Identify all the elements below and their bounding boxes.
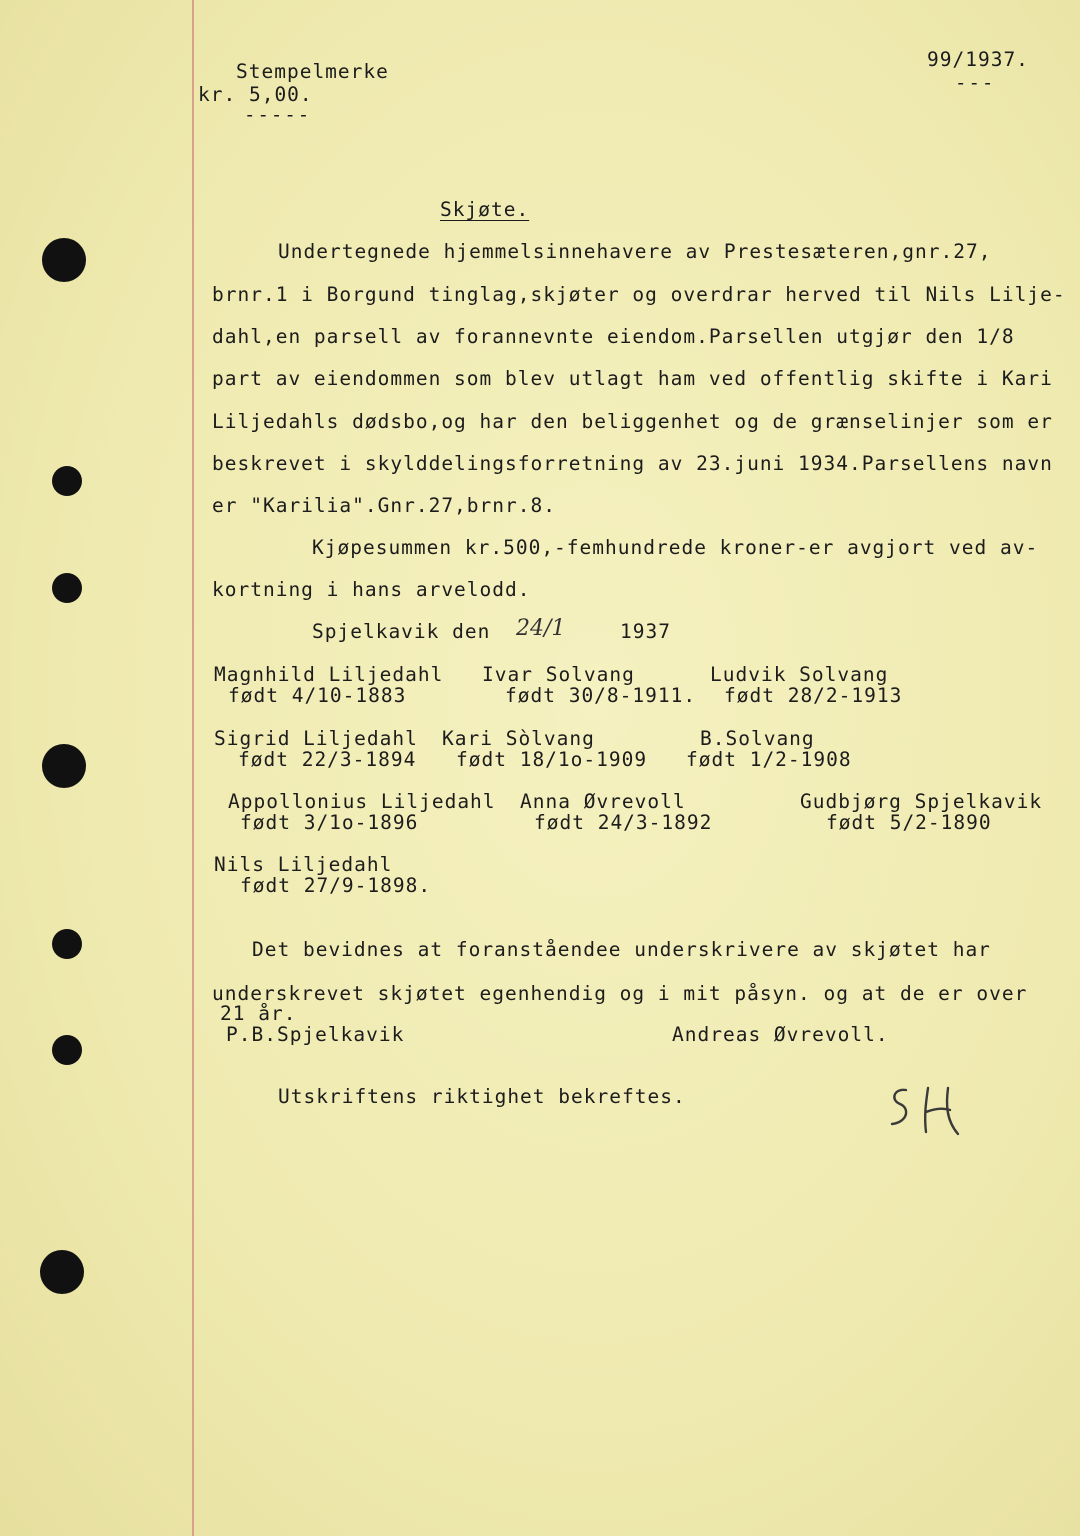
certification-text: Utskriftens riktighet bekreftes. <box>278 1085 686 1108</box>
binder-hole <box>52 1035 82 1065</box>
witness-name: Andreas Øvrevoll. <box>672 1023 889 1046</box>
body-line: brnr.1 i Borgund tinglag,skjøter og overdrar herved til Nils Lilje- <box>212 283 1066 306</box>
signatory-name: B.Solvang <box>700 727 815 750</box>
body-line: part av eiendommen som blev utlagt ham ved offentlig skifte i Kari <box>212 367 1053 390</box>
signatory-name: Appollonius Liljedahl <box>228 790 496 813</box>
document-title: Skjøte. <box>440 198 530 221</box>
witness-line: underskrevet skjøtet egenhendig og i mit påsyn. og at de er over <box>212 982 1028 1005</box>
witness-line: Det bevidnes at foranståendee underskrivere av skjøtet har <box>252 938 991 961</box>
date-year: 1937 <box>620 620 671 643</box>
signatory-born: født 24/3-1892 <box>534 811 713 834</box>
signatory-born: født 5/2-1890 <box>826 811 992 834</box>
body-line: Undertegnede hjemmelsinnehavere av Prestesæteren,gnr.27, <box>278 240 992 263</box>
signatory-name: Ivar Solvang <box>482 663 635 686</box>
doc-number: 99/1937. <box>927 48 1029 71</box>
witness-line: 21 år. <box>220 1002 297 1025</box>
handwritten-signature <box>884 1082 974 1142</box>
price-line: Kjøpesummen kr.500,-femhundrede kroner-er avgjort ved av- <box>312 536 1039 559</box>
signatory-name: Magnhild Liljedahl <box>214 663 444 686</box>
binder-hole <box>42 744 86 788</box>
stamp-value: kr. 5,00. <box>198 83 313 106</box>
body-line: beskrevet i skylddelingsforretning av 23.juni 1934.Parsellens navn <box>212 452 1053 475</box>
signatory-born: født 1/2-1908 <box>686 748 852 771</box>
place-label: Spjelkavik den <box>312 620 491 643</box>
binder-hole <box>52 573 82 603</box>
signatory-born: født 30/8-1911. <box>505 684 697 707</box>
stamp-label: Stempelmerke <box>236 60 389 83</box>
signatory-born: født 28/2-1913 <box>724 684 903 707</box>
signatory-born: født 4/10-1883 <box>228 684 407 707</box>
date-day-month: 24/1 <box>516 616 566 641</box>
signatory-name: Anna Øvrevoll <box>520 790 686 813</box>
signatory-name: Sigrid Liljedahl <box>214 727 418 750</box>
signatory-name: Nils Liljedahl <box>214 853 393 876</box>
binder-hole <box>52 466 82 496</box>
signatory-name: Gudbjørg Spjelkavik <box>800 790 1043 813</box>
witness-name: P.B.Spjelkavik <box>226 1023 405 1046</box>
signatory-born: født 27/9-1898. <box>240 874 432 897</box>
signatory-name: Ludvik Solvang <box>710 663 889 686</box>
price-line: kortning i hans arvelodd. <box>212 578 531 601</box>
binder-hole <box>52 929 82 959</box>
signatory-born: født 3/1o-1896 <box>240 811 419 834</box>
stamp-rule: ----- <box>244 104 312 126</box>
body-line: er "Karilia".Gnr.27,brnr.8. <box>212 494 556 517</box>
margin-line <box>192 0 194 1536</box>
binder-hole <box>42 238 86 282</box>
signatory-born: født 22/3-1894 <box>238 748 417 771</box>
binder-hole <box>40 1250 84 1294</box>
body-line: Liljedahls dødsbo,og har den beliggenhet og de grænselinjer som er <box>212 410 1053 433</box>
signatory-born: født 18/1o-1909 <box>456 748 648 771</box>
body-line: dahl,en parsell av forannevnte eiendom.Parsellen utgjør den 1/8 <box>212 325 1015 348</box>
doc-rule: --- <box>955 72 996 94</box>
signatory-name: Kari Sòlvang <box>442 727 595 750</box>
